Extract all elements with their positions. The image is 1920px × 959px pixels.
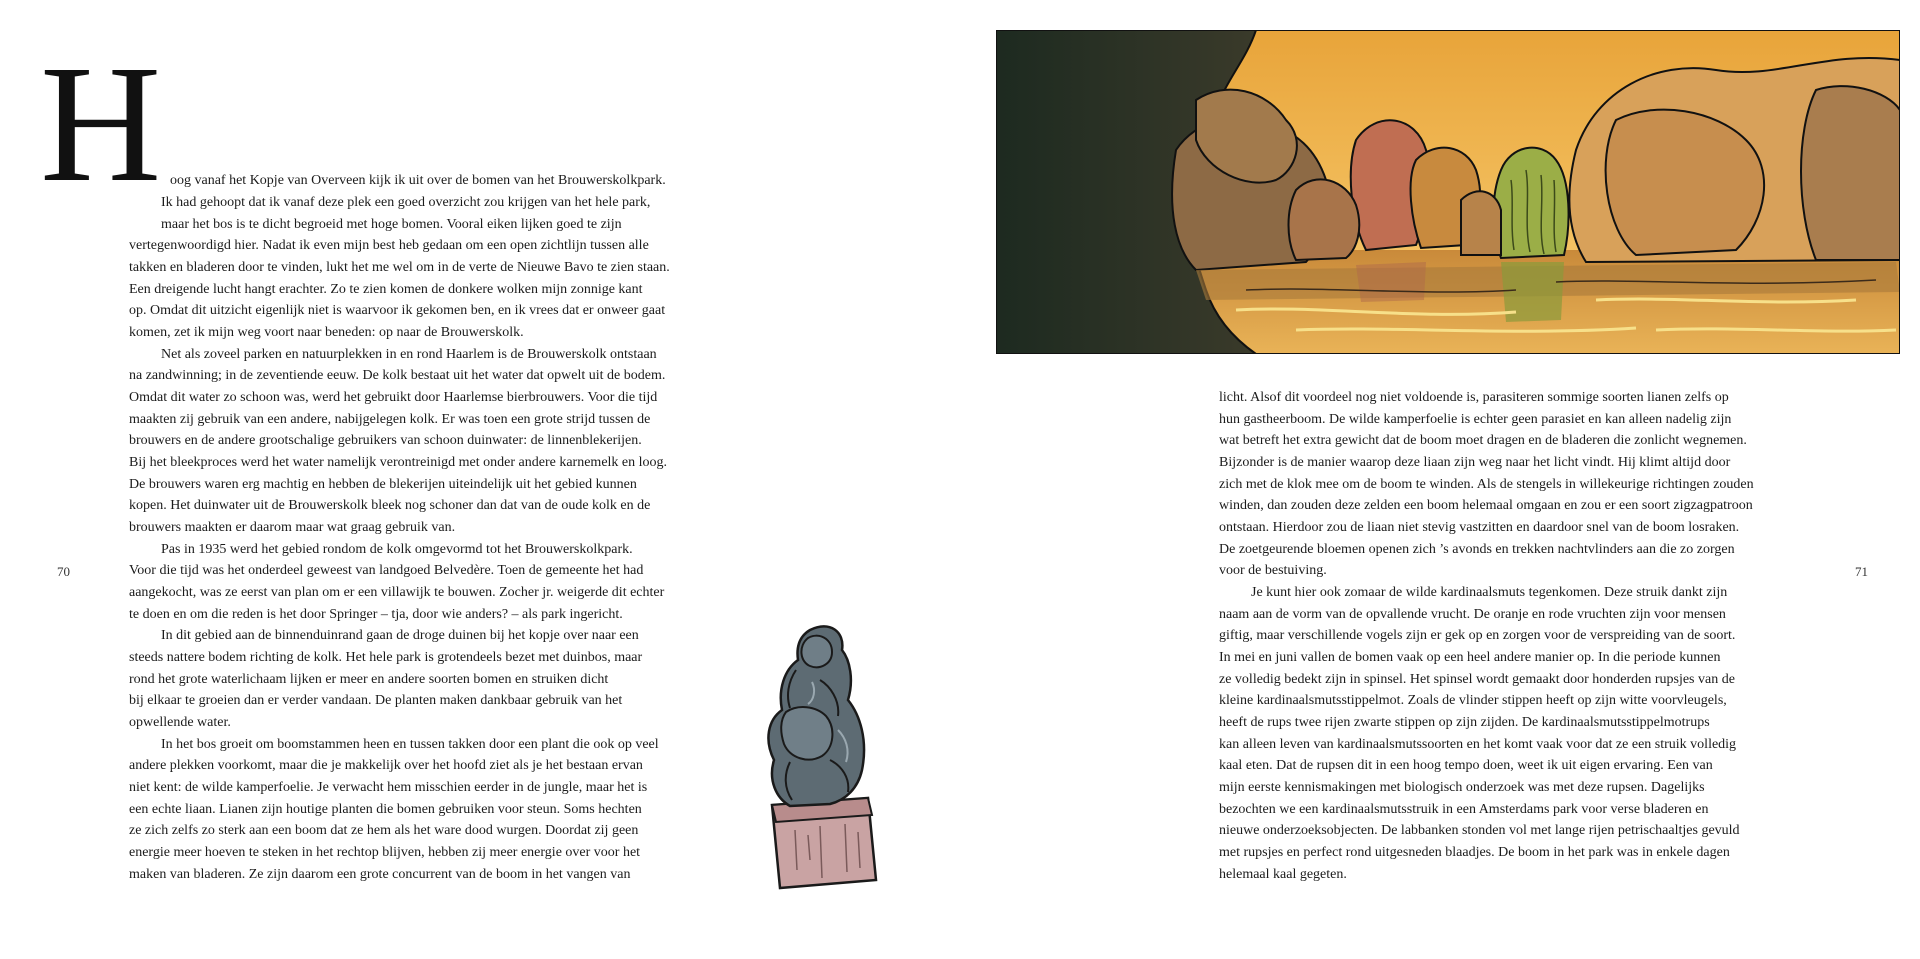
text-line: ontstaan. Hierdoor zou de liaan niet stevig vastzitten en daardoor snel van de boom losraken. — [1219, 520, 1740, 535]
text-line: In dit gebied aan de binnenduinrand gaan de droge duinen bij het kopje over naar een — [161, 628, 639, 643]
park-landscape-illustration — [996, 30, 1900, 354]
text-line: oog vanaf het Kopje van Overveen kijk ik uit over de bomen van het Brouwerskolkpark. — [170, 173, 666, 188]
text-line: maar het bos is te dicht begroeid met hoge bomen. Vooral eiken lijken goed te zijn — [161, 217, 622, 232]
text-line: voor de bestuiving. — [1219, 563, 1327, 578]
text-line: andere plekken voorkomt, maar die je makkelijk over het hoofd ziet als je het bestaan ervan — [129, 758, 643, 773]
text-line: helemaal kaal gegeten. — [1219, 867, 1347, 882]
text-line: niet kent: de wilde kamperfoelie. Je verwacht hem misschien eerder in de jungle, maar het is — [129, 780, 648, 795]
text-line: komen, zet ik mijn weg voort naar beneden: op naar de Brouwerskolk. — [129, 325, 524, 340]
text-line: De zoetgeurende bloemen openen zich ’s avonds en trekken nachtvlinders aan die zo zorgen — [1219, 542, 1735, 557]
text-line: maakten zij gebruik van een andere, nabijgelegen kolk. Er was toen een grote strijd tussen de — [129, 412, 651, 427]
page-number-right: 71 — [1855, 564, 1868, 579]
text-line: rond het grote waterlichaam lijken er meer en andere soorten bomen en struiken dicht — [129, 672, 609, 687]
text-line: giftig, maar verschillende vogels zijn er gek op en zorgen voor de verspreiding van de soort. — [1219, 628, 1736, 643]
text-line: energie meer hoeven te steken in het rechtop blijven, hebben zij meer energie over voor het — [129, 845, 641, 860]
text-line: bij elkaar te groeien dan er verder vandaan. De planten maken dankbaar gebruik van het — [129, 693, 623, 708]
text-line: Omdat dit water zo schoon was, werd het gebruikt door Haarlemse bierbrouwers. Voor die tijd — [129, 390, 658, 405]
text-line: kan alleen leven van kardinaalsmutssoorten en het komt vaak voor dat ze een struik volledig — [1219, 737, 1737, 752]
text-line: Bij het bleekproces werd het water namelijk verontreinigd met onder andere karnemelk en loog. — [129, 455, 668, 470]
text-line: brouwers maakten er daarom maar wat graag gebruik van. — [129, 520, 456, 535]
statue-illustration — [750, 620, 890, 890]
text-line: zich met de klok mee om de boom te winden. Als de stengels in willekeurige richtingen zouden — [1219, 477, 1754, 492]
text-line: De brouwers waren erg machtig en hebben de blekerijen uiteindelijk uit het gebied kunnen — [129, 477, 637, 492]
text-line: licht. Alsof dit voordeel nog niet voldoende is, parasiteren sommige soorten lianen zelfs op — [1219, 390, 1729, 405]
text-line: Je kunt hier ook zomaar de wilde kardinaalsmuts tegenkomen. Deze struik dankt zijn — [1251, 585, 1728, 600]
text-line: Ik had gehoopt dat ik vanaf deze plek een goed overzicht zou krijgen van het hele park, — [161, 195, 651, 210]
text-line: na zandwinning; in de zeventiende eeuw. De kolk bestaat uit het water dat opwelt uit de bodem. — [129, 368, 666, 383]
text-line: opwellende water. — [129, 715, 231, 730]
text-line: Net als zoveel parken en natuurplekken in en rond Haarlem is de Brouwerskolk ontstaan — [161, 347, 657, 362]
text-line: met rupsjes en perfect rond uitgesneden blaadjes. De boom in het park was in enkele dagen — [1219, 845, 1730, 860]
text-line: aangekocht, was ze eerst van plan om er een villawijk te bouwen. Zocher jr. weigerde dit echter — [129, 585, 665, 600]
drop-cap: H — [40, 31, 162, 217]
text-line: mijn eerste kennismakingen met biologisch onderzoek was met deze rupsen. Dagelijks — [1219, 780, 1705, 795]
text-line: heeft de rups twee rijen zwarte stippen op zijn zijden. De kardinaalsmutsstippelmotrups — [1219, 715, 1710, 730]
text-line: hun gastheerboom. De wilde kamperfoelie is echter geen parasiet en kan alleen nadelig zijn — [1219, 412, 1732, 427]
text-line: kaal eten. Dat de rupsen dit in een hoog tempo doen, weet ik uit eigen ervaring. Een van — [1219, 758, 1713, 773]
text-line: In mei en juni vallen de bomen vaak op een heel andere manier op. In die periode kunnen — [1219, 650, 1721, 665]
page-number-left: 70 — [57, 564, 70, 579]
text-line: kleine kardinaalsmutsstippelmot. Zoals de vlinder stippen heeft op zijn witte voorvleugels, — [1219, 693, 1727, 708]
text-line: een echte liaan. Lianen zijn houtige planten die bomen gebruiken voor steun. Soms hechten — [129, 802, 642, 817]
text-line: brouwers en de andere grootschalige gebruikers van schoon duinwater: de linnenblekerijen. — [129, 433, 642, 448]
text-line: winden, dan zouden deze zelden een boom helemaal omgaan en zou er een soort zigzagpatroon — [1219, 498, 1753, 513]
text-line: Voor die tijd was het onderdeel geweest van landgoed Belvedère. Toen de gemeente het had — [129, 563, 644, 578]
text-line: takken en bladeren door te vinden, lukt het me wel om in de verte de Nieuwe Bavo te zien staan. — [129, 260, 670, 275]
text-line: Bijzonder is de manier waarop deze liaan zijn weg naar het licht vindt. Hij klimt altijd door — [1219, 455, 1731, 470]
text-line: nieuwe onderzoeksobjecten. De labbanken stonden vol met lange rijen petrischaaltjes gevuld — [1219, 823, 1740, 838]
text-line: bezochten we een kardinaalsmutsstruik in een Amsterdams park voor verse bladeren en — [1219, 802, 1709, 817]
text-line: Een dreigende lucht hangt erachter. Zo te zien komen de donkere wolken mijn zonnige kant — [129, 282, 643, 297]
text-line: Pas in 1935 werd het gebied rondom de kolk omgevormd tot het Brouwerskolkpark. — [161, 542, 633, 557]
text-line: ze volledig bedekt zijn in spinsel. Het spinsel wordt gemaakt door honderden rupsjes van de — [1219, 672, 1735, 687]
text-line: vertegenwoordigd hier. Nadat ik even mijn best heb gedaan om een open zichtlijn tussen alle — [129, 238, 649, 253]
text-line: naam aan de vorm van de opvallende vrucht. De oranje en rode vruchten zijn voor mensen — [1219, 607, 1726, 622]
text-line: kopen. Het duinwater uit de Brouwerskolk bleek nog schoner dan dat van de oude kolk en de — [129, 498, 651, 513]
text-line: In het bos groeit om boomstammen heen en tussen takken door een plant die ook op veel — [161, 737, 659, 752]
text-line: te doen en om die reden is het door Springer – tja, door wie anders? – als park ingericht. — [129, 607, 623, 622]
text-line: op. Omdat dit uitzicht eigenlijk niet is waarvoor ik gekomen ben, en ik vrees dat er onweer gaat — [129, 303, 666, 318]
text-line: maken van bladeren. Ze zijn daarom een grote concurrent van de boom in het vangen van — [129, 867, 631, 882]
text-line: wat betreft het extra gewicht dat de boom moet dragen en de bladeren die zonlicht wegnemen. — [1219, 433, 1747, 448]
text-line: ze zich zelfs zo sterk aan een boom dat ze hem als het ware dood wurgen. Doordat zij geen — [129, 823, 639, 838]
text-line: steeds nattere bodem richting de kolk. Het hele park is grotendeels bezet met duinbos, maar — [129, 650, 643, 665]
